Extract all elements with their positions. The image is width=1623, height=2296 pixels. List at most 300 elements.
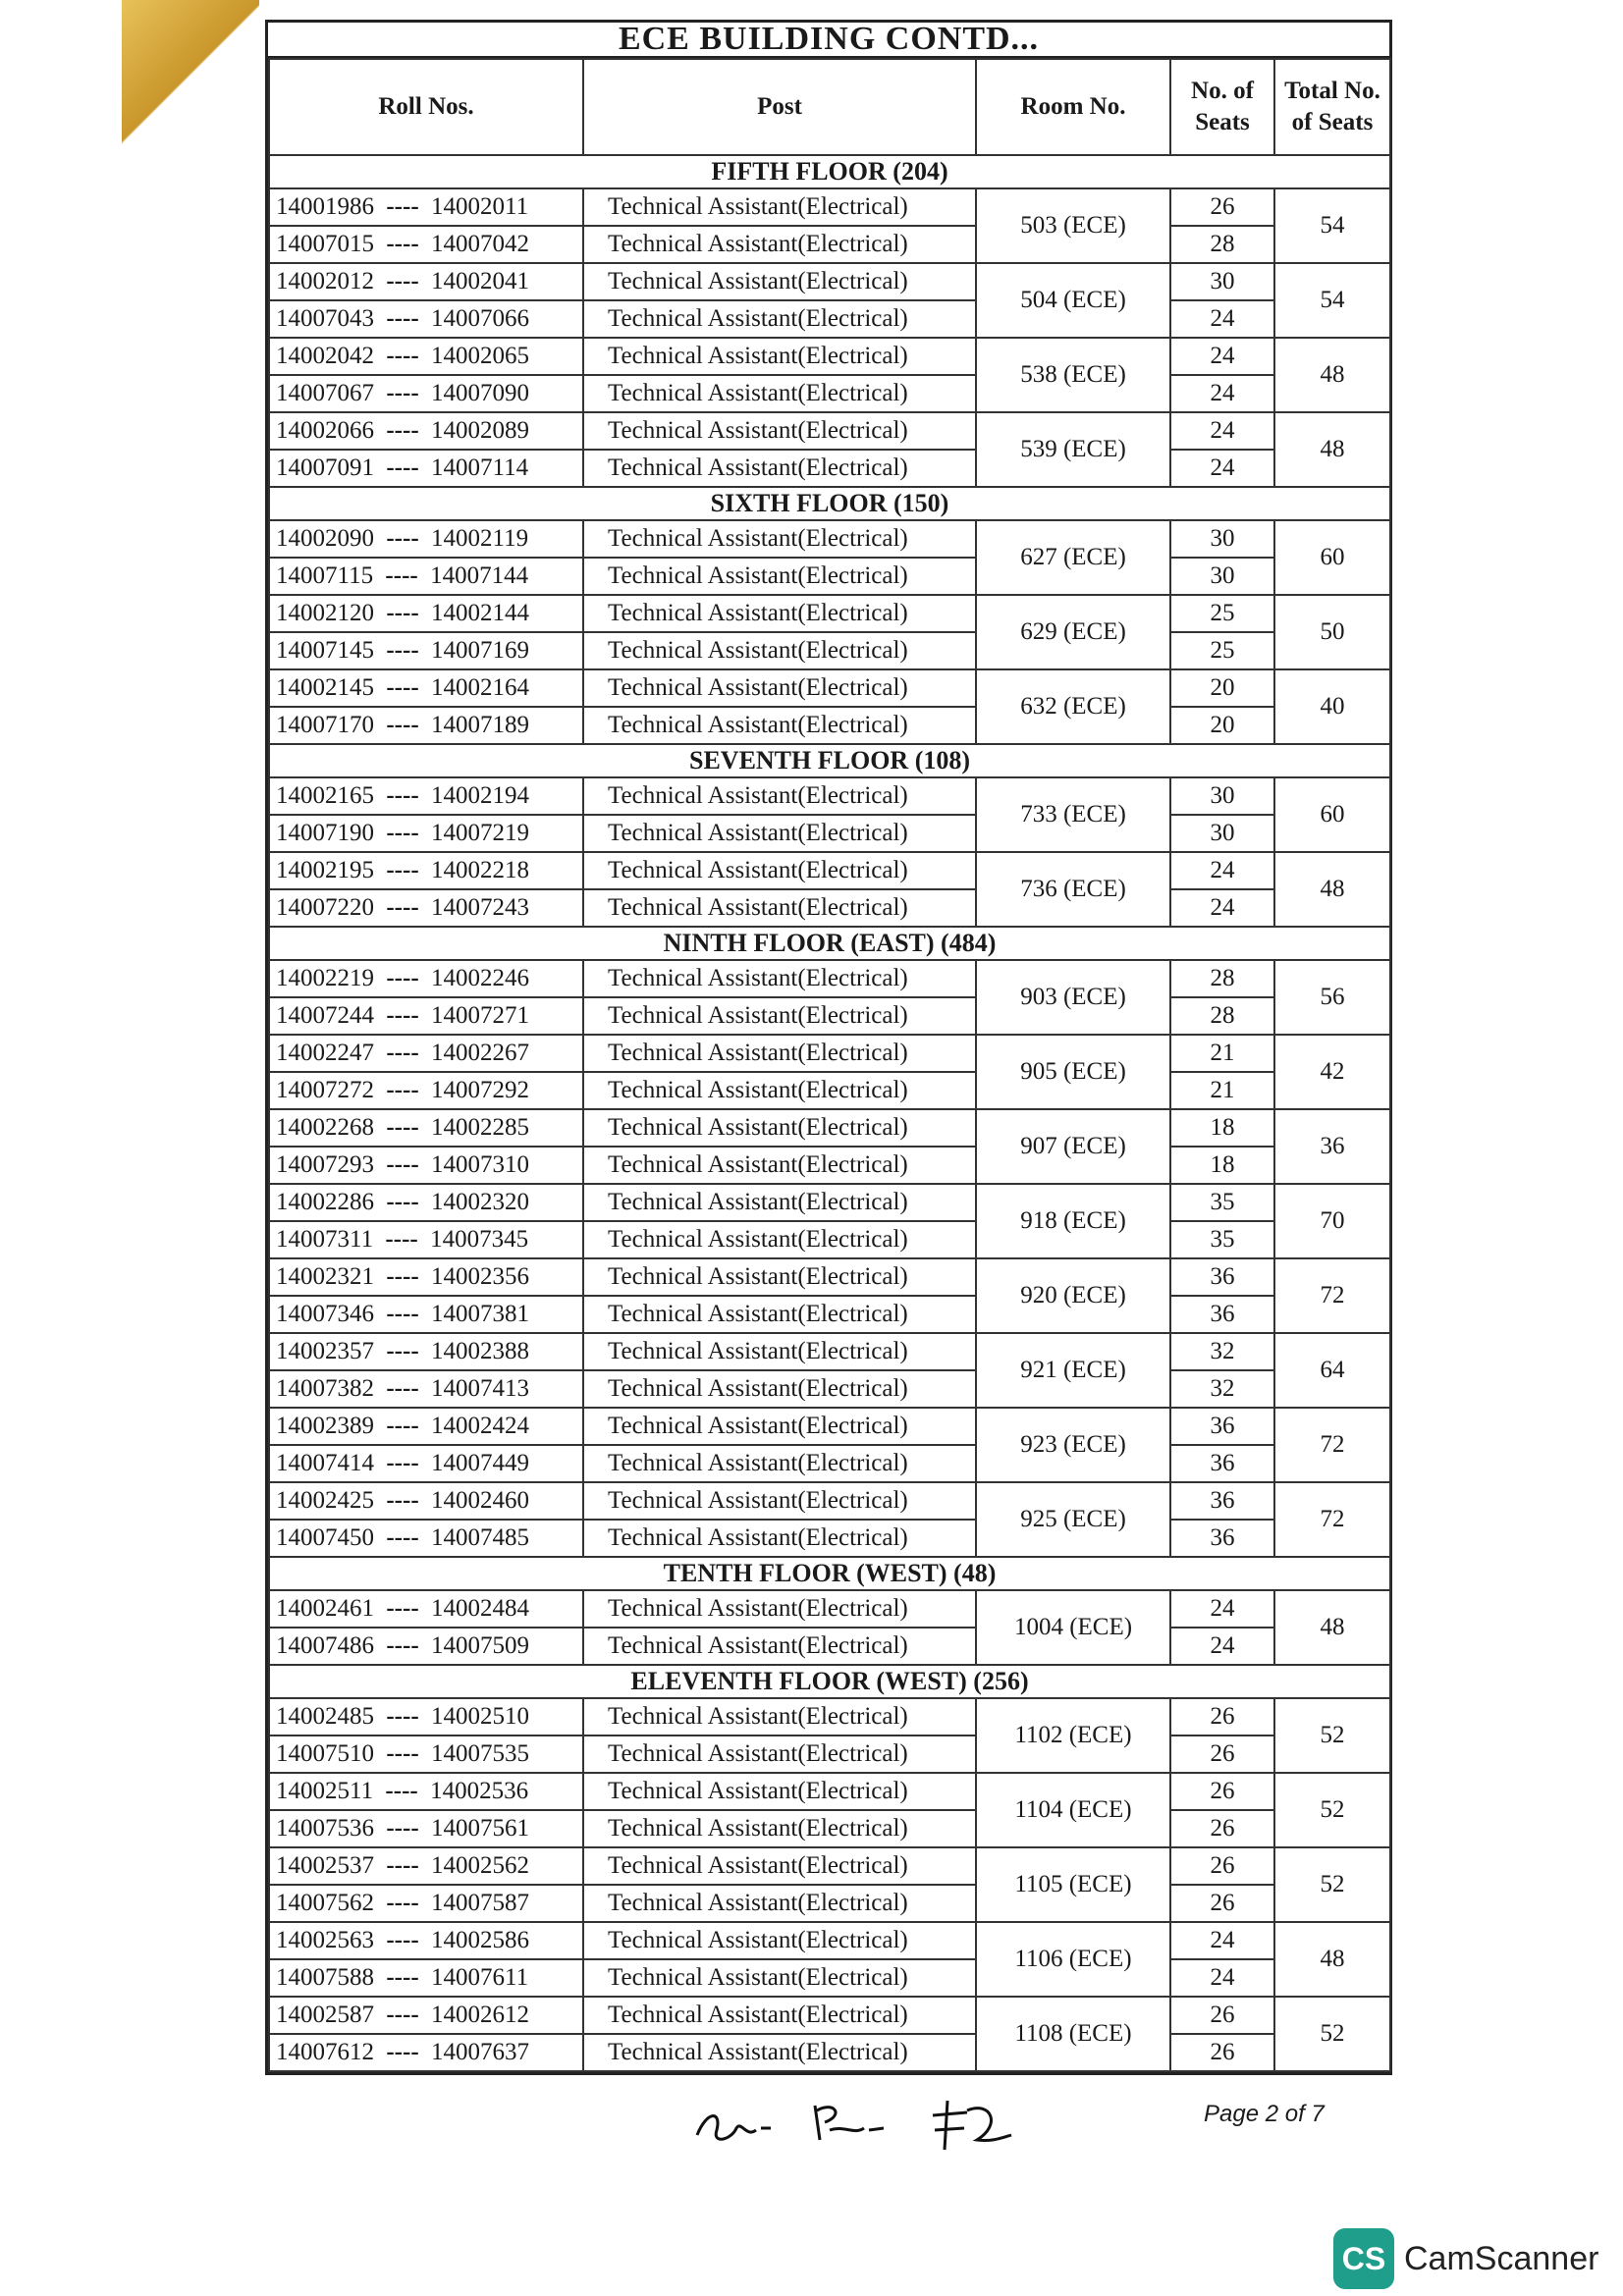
handwritten-signatures-icon	[687, 2081, 1041, 2160]
roll-to: 14002424	[431, 1413, 529, 1439]
seats-cell: 26	[1170, 2034, 1274, 2071]
table-row	[269, 1482, 1390, 1520]
range-separator: ----	[386, 1450, 419, 1476]
roll-from: 14002120	[276, 600, 374, 626]
post-cell: Technical Assistant(Electrical)	[583, 1997, 976, 2034]
range-separator: ----	[386, 1524, 419, 1551]
roll-from: 14007190	[276, 820, 374, 846]
total-seats-cell: 54	[1274, 263, 1390, 338]
seats-cell: 25	[1170, 595, 1274, 632]
floor-header-row	[269, 1665, 1390, 1698]
roll-to: 14002194	[431, 782, 529, 809]
floor-header-row	[269, 927, 1390, 960]
seats-cell: 26	[1170, 1847, 1274, 1885]
seats-cell: 30	[1170, 263, 1274, 300]
total-seats-cell: 48	[1274, 852, 1390, 927]
post-cell: Technical Assistant(Electrical)	[583, 412, 976, 450]
range-separator: ----	[386, 1002, 419, 1029]
post-cell: Technical Assistant(Electrical)	[583, 707, 976, 744]
floor-title: SEVENTH FLOOR (108)	[269, 744, 1390, 777]
roll-to: 14002218	[431, 857, 529, 883]
range-separator: ----	[386, 1375, 419, 1402]
total-seats-cell: 48	[1274, 1922, 1390, 1997]
roll-to: 14007169	[431, 637, 529, 664]
range-separator: ----	[386, 525, 419, 552]
roll-range	[269, 1184, 583, 1221]
floor-title: FIFTH FLOOR (204)	[269, 155, 1390, 188]
table-row	[269, 1408, 1390, 1445]
roll-to: 14002356	[431, 1263, 529, 1290]
range-separator: ----	[386, 305, 419, 332]
floor-header-row	[269, 744, 1390, 777]
post-cell: Technical Assistant(Electrical)	[583, 1520, 976, 1557]
seats-cell: 28	[1170, 226, 1274, 263]
room-cell: 905 (ECE)	[976, 1035, 1170, 1109]
room-cell: 1106 (ECE)	[976, 1922, 1170, 1997]
post-cell: Technical Assistant(Electrical)	[583, 669, 976, 707]
total-seats-cell: 52	[1274, 1847, 1390, 1922]
range-separator: ----	[386, 1151, 419, 1178]
roll-to: 14007042	[431, 231, 529, 257]
range-separator: ----	[386, 1852, 419, 1879]
range-separator: ----	[386, 782, 419, 809]
post-cell: Technical Assistant(Electrical)	[583, 375, 976, 412]
roll-to: 14007381	[431, 1301, 529, 1327]
floor-title: SIXTH FLOOR (150)	[269, 487, 1390, 520]
seats-cell: 28	[1170, 960, 1274, 997]
seats-cell: 24	[1170, 1628, 1274, 1665]
table-row	[269, 1184, 1390, 1221]
table-row	[269, 1735, 1390, 1773]
header-room-no: Room No.	[976, 59, 1170, 155]
total-seats-cell: 72	[1274, 1408, 1390, 1482]
roll-to: 14002612	[431, 2002, 529, 2028]
roll-range	[269, 1258, 583, 1296]
post-cell: Technical Assistant(Electrical)	[583, 1445, 976, 1482]
roll-range	[269, 997, 583, 1035]
post-cell: Technical Assistant(Electrical)	[583, 997, 976, 1035]
roll-from: 14002537	[276, 1852, 374, 1879]
roll-from: 14002219	[276, 965, 374, 991]
roll-from: 14001986	[276, 193, 374, 220]
post-cell: Technical Assistant(Electrical)	[583, 1035, 976, 1072]
table-row	[269, 595, 1390, 632]
range-separator: ----	[386, 2002, 419, 2028]
roll-range	[269, 1922, 583, 1959]
post-cell: Technical Assistant(Electrical)	[583, 1408, 976, 1445]
range-separator: ----	[386, 712, 419, 738]
post-cell: Technical Assistant(Electrical)	[583, 1072, 976, 1109]
roll-from: 14002042	[276, 343, 374, 369]
roll-range	[269, 1072, 583, 1109]
roll-from: 14007612	[276, 2039, 374, 2065]
seats-cell: 18	[1170, 1109, 1274, 1147]
roll-range	[269, 2034, 583, 2071]
table-row	[269, 1698, 1390, 1735]
seats-cell: 24	[1170, 450, 1274, 487]
roll-to: 14002562	[431, 1852, 529, 1879]
roll-from: 14002425	[276, 1487, 374, 1514]
table-row	[269, 1296, 1390, 1333]
seats-cell: 36	[1170, 1258, 1274, 1296]
roll-to: 14007535	[431, 1740, 529, 1767]
seats-cell: 28	[1170, 997, 1274, 1035]
range-separator: ----	[386, 1338, 419, 1364]
roll-from: 14002268	[276, 1114, 374, 1141]
roll-range	[269, 1735, 583, 1773]
post-cell: Technical Assistant(Electrical)	[583, 1959, 976, 1997]
roll-range	[269, 338, 583, 375]
seats-cell: 26	[1170, 1997, 1274, 2034]
roll-to: 14007449	[431, 1450, 529, 1476]
roll-to: 14002011	[431, 193, 529, 220]
roll-range	[269, 1997, 583, 2034]
range-separator: ----	[386, 894, 419, 921]
roll-range	[269, 1590, 583, 1628]
roll-from: 14007115	[276, 562, 374, 589]
roll-range	[269, 1296, 583, 1333]
range-separator: ----	[386, 1595, 419, 1622]
roll-to: 14007219	[431, 820, 529, 846]
seating-plan-sheet	[265, 20, 1392, 2075]
seats-cell: 26	[1170, 1735, 1274, 1773]
roll-from: 14002461	[276, 1595, 374, 1622]
roll-range	[269, 1445, 583, 1482]
roll-range	[269, 263, 583, 300]
range-separator: ----	[386, 1927, 419, 1953]
total-seats-cell: 52	[1274, 1773, 1390, 1847]
room-cell: 923 (ECE)	[976, 1408, 1170, 1482]
total-seats-cell: 70	[1274, 1184, 1390, 1258]
page-title: ECE BUILDING CONTD...	[268, 23, 1389, 58]
table-row	[269, 1959, 1390, 1997]
range-separator: ----	[386, 674, 419, 701]
total-seats-cell: 48	[1274, 338, 1390, 412]
floor-title: NINTH FLOOR (EAST) (484)	[269, 927, 1390, 960]
roll-to: 14007637	[431, 2039, 529, 2065]
range-separator: ----	[386, 820, 419, 846]
table-row	[269, 1997, 1390, 2034]
seats-cell: 32	[1170, 1333, 1274, 1370]
seats-cell: 21	[1170, 1035, 1274, 1072]
room-cell: 629 (ECE)	[976, 595, 1170, 669]
roll-to: 14007509	[431, 1632, 529, 1659]
roll-from: 14007015	[276, 231, 374, 257]
roll-from: 14007486	[276, 1632, 374, 1659]
room-cell: 504 (ECE)	[976, 263, 1170, 338]
post-cell: Technical Assistant(Electrical)	[583, 450, 976, 487]
roll-from: 14002066	[276, 417, 374, 444]
roll-to: 14002119	[431, 525, 529, 552]
roll-to: 14002089	[431, 417, 529, 444]
roll-from: 14007536	[276, 1815, 374, 1842]
table-row	[269, 1810, 1390, 1847]
table-row	[269, 1258, 1390, 1296]
room-cell: 921 (ECE)	[976, 1333, 1170, 1408]
seats-cell: 20	[1170, 707, 1274, 744]
table-row	[269, 889, 1390, 927]
table-row	[269, 1035, 1390, 1072]
table-row	[269, 1520, 1390, 1557]
table-row	[269, 1847, 1390, 1885]
table-row	[269, 300, 1390, 338]
roll-from: 14007043	[276, 305, 374, 332]
post-cell: Technical Assistant(Electrical)	[583, 815, 976, 852]
table-row	[269, 960, 1390, 997]
seats-cell: 30	[1170, 777, 1274, 815]
table-row	[269, 1221, 1390, 1258]
roll-to: 14007090	[431, 380, 529, 406]
seats-cell: 26	[1170, 188, 1274, 226]
seats-cell: 26	[1170, 1773, 1274, 1810]
roll-to: 14002536	[430, 1778, 529, 1804]
seats-cell: 36	[1170, 1296, 1274, 1333]
range-separator: ----	[385, 1226, 418, 1253]
roll-to: 14002041	[431, 268, 529, 294]
roll-to: 14007310	[431, 1151, 529, 1178]
roll-to: 14002267	[431, 1040, 529, 1066]
post-cell: Technical Assistant(Electrical)	[583, 1221, 976, 1258]
table-row	[269, 375, 1390, 412]
roll-from: 14002195	[276, 857, 374, 883]
floor-title: TENTH FLOOR (WEST) (48)	[269, 1557, 1390, 1590]
post-cell: Technical Assistant(Electrical)	[583, 889, 976, 927]
seats-cell: 18	[1170, 1147, 1274, 1184]
roll-range	[269, 1959, 583, 1997]
range-separator: ----	[386, 600, 419, 626]
roll-from: 14002511	[276, 1778, 374, 1804]
roll-range	[269, 1698, 583, 1735]
room-cell: 1102 (ECE)	[976, 1698, 1170, 1773]
table-row	[269, 997, 1390, 1035]
post-cell: Technical Assistant(Electrical)	[583, 1922, 976, 1959]
post-cell: Technical Assistant(Electrical)	[583, 338, 976, 375]
roll-range	[269, 450, 583, 487]
seats-cell: 24	[1170, 300, 1274, 338]
seats-cell: 36	[1170, 1445, 1274, 1482]
roll-from: 14007588	[276, 1964, 374, 1991]
roll-range	[269, 1810, 583, 1847]
post-cell: Technical Assistant(Electrical)	[583, 1296, 976, 1333]
table-row	[269, 450, 1390, 487]
roll-to: 14002285	[431, 1114, 529, 1141]
seats-cell: 30	[1170, 520, 1274, 558]
post-cell: Technical Assistant(Electrical)	[583, 595, 976, 632]
roll-to: 14002320	[431, 1189, 529, 1215]
post-cell: Technical Assistant(Electrical)	[583, 1109, 976, 1147]
post-cell: Technical Assistant(Electrical)	[583, 1482, 976, 1520]
total-seats-cell: 56	[1274, 960, 1390, 1035]
roll-range	[269, 1847, 583, 1885]
roll-from: 14007145	[276, 637, 374, 664]
roll-range	[269, 1147, 583, 1184]
roll-from: 14007510	[276, 1740, 374, 1767]
table-row	[269, 815, 1390, 852]
scan-corner-fold	[122, 0, 259, 177]
roll-to: 14002484	[431, 1595, 529, 1622]
table-row	[269, 1370, 1390, 1408]
roll-from: 14002286	[276, 1189, 374, 1215]
table-row	[269, 1922, 1390, 1959]
room-cell: 1004 (ECE)	[976, 1590, 1170, 1665]
roll-to: 14002586	[431, 1927, 529, 1953]
range-separator: ----	[386, 1114, 419, 1141]
room-cell: 736 (ECE)	[976, 852, 1170, 927]
post-cell: Technical Assistant(Electrical)	[583, 960, 976, 997]
room-cell: 1105 (ECE)	[976, 1847, 1170, 1922]
roll-from: 14007272	[276, 1077, 374, 1103]
post-cell: Technical Assistant(Electrical)	[583, 1258, 976, 1296]
roll-range	[269, 632, 583, 669]
post-cell: Technical Assistant(Electrical)	[583, 1885, 976, 1922]
table-row	[269, 1773, 1390, 1810]
post-cell: Technical Assistant(Electrical)	[583, 1698, 976, 1735]
seats-cell: 32	[1170, 1370, 1274, 1408]
post-cell: Technical Assistant(Electrical)	[583, 188, 976, 226]
roll-from: 14007091	[276, 454, 374, 481]
range-separator: ----	[386, 1077, 419, 1103]
roll-to: 14007114	[431, 454, 529, 481]
roll-range	[269, 520, 583, 558]
roll-to: 14002164	[431, 674, 529, 701]
roll-from: 14002012	[276, 268, 374, 294]
range-separator: ----	[386, 1487, 419, 1514]
room-cell: 920 (ECE)	[976, 1258, 1170, 1333]
roll-from: 14007067	[276, 380, 374, 406]
table-row	[269, 1590, 1390, 1628]
table-row	[269, 1147, 1390, 1184]
roll-to: 14007561	[431, 1815, 529, 1842]
roll-to: 14007243	[431, 894, 529, 921]
roll-from: 14002165	[276, 782, 374, 809]
roll-from: 14002563	[276, 1927, 374, 1953]
total-seats-cell: 60	[1274, 520, 1390, 595]
roll-to: 14002460	[431, 1487, 529, 1514]
post-cell: Technical Assistant(Electrical)	[583, 1184, 976, 1221]
table-row	[269, 338, 1390, 375]
room-cell: 632 (ECE)	[976, 669, 1170, 744]
header-total-seats: Total No. of Seats	[1274, 59, 1390, 155]
page-number: Page 2 of 7	[1204, 2101, 1325, 2127]
table-row	[269, 1885, 1390, 1922]
total-seats-cell: 60	[1274, 777, 1390, 852]
post-cell: Technical Assistant(Electrical)	[583, 777, 976, 815]
table-row	[269, 1072, 1390, 1109]
post-cell: Technical Assistant(Electrical)	[583, 1810, 976, 1847]
roll-from: 14002485	[276, 1703, 374, 1730]
roll-range	[269, 1773, 583, 1810]
seats-cell: 24	[1170, 412, 1274, 450]
range-separator: ----	[386, 1413, 419, 1439]
roll-to: 14007292	[431, 1077, 529, 1103]
post-cell: Technical Assistant(Electrical)	[583, 1370, 976, 1408]
table-row	[269, 226, 1390, 263]
camscanner-watermark	[1333, 2228, 1598, 2289]
room-cell: 503 (ECE)	[976, 188, 1170, 263]
range-separator: ----	[386, 417, 419, 444]
seats-cell: 26	[1170, 1885, 1274, 1922]
table-row	[269, 558, 1390, 595]
post-cell: Technical Assistant(Electrical)	[583, 1333, 976, 1370]
post-cell: Technical Assistant(Electrical)	[583, 1773, 976, 1810]
table-row	[269, 412, 1390, 450]
seats-cell: 26	[1170, 1698, 1274, 1735]
range-separator: ----	[386, 1632, 419, 1659]
table-row	[269, 852, 1390, 889]
camscanner-label: CamScanner	[1404, 2239, 1599, 2277]
table-row	[269, 669, 1390, 707]
range-separator: ----	[386, 1263, 419, 1290]
roll-range	[269, 1408, 583, 1445]
roll-range	[269, 300, 583, 338]
roll-to: 14007413	[431, 1375, 529, 1402]
table-row	[269, 707, 1390, 744]
roll-from: 14002587	[276, 2002, 374, 2028]
range-separator: ----	[386, 965, 419, 991]
roll-range	[269, 707, 583, 744]
room-cell: 907 (ECE)	[976, 1109, 1170, 1184]
seats-cell: 24	[1170, 1922, 1274, 1959]
table-row	[269, 1445, 1390, 1482]
roll-range	[269, 1035, 583, 1072]
roll-to: 14002144	[431, 600, 529, 626]
post-cell: Technical Assistant(Electrical)	[583, 852, 976, 889]
total-seats-cell: 72	[1274, 1482, 1390, 1557]
seats-cell: 24	[1170, 852, 1274, 889]
floor-header-row	[269, 155, 1390, 188]
table-row	[269, 777, 1390, 815]
roll-range	[269, 889, 583, 927]
roll-to: 14002065	[431, 343, 529, 369]
total-seats-cell: 64	[1274, 1333, 1390, 1408]
total-seats-cell: 48	[1274, 412, 1390, 487]
total-seats-cell: 36	[1274, 1109, 1390, 1184]
roll-from: 14007450	[276, 1524, 374, 1551]
header-roll-nos: Roll Nos.	[269, 59, 583, 155]
post-cell: Technical Assistant(Electrical)	[583, 1147, 976, 1184]
seats-cell: 36	[1170, 1408, 1274, 1445]
roll-to: 14007066	[431, 305, 529, 332]
camscanner-logo-icon: CS	[1333, 2228, 1394, 2289]
roll-to: 14007144	[430, 562, 529, 589]
table-row	[269, 2034, 1390, 2071]
post-cell: Technical Assistant(Electrical)	[583, 1590, 976, 1628]
room-cell: 1108 (ECE)	[976, 1997, 1170, 2071]
post-cell: Technical Assistant(Electrical)	[583, 632, 976, 669]
roll-from: 14007382	[276, 1375, 374, 1402]
roll-from: 14002357	[276, 1338, 374, 1364]
seats-cell: 36	[1170, 1482, 1274, 1520]
room-cell: 1104 (ECE)	[976, 1773, 1170, 1847]
roll-range	[269, 226, 583, 263]
table-row	[269, 632, 1390, 669]
total-seats-cell: 40	[1274, 669, 1390, 744]
table-row	[269, 520, 1390, 558]
room-cell: 627 (ECE)	[976, 520, 1170, 595]
range-separator: ----	[385, 562, 418, 589]
roll-from: 14002247	[276, 1040, 374, 1066]
range-separator: ----	[386, 1964, 419, 1991]
roll-range	[269, 558, 583, 595]
total-seats-cell: 42	[1274, 1035, 1390, 1109]
post-cell: Technical Assistant(Electrical)	[583, 1847, 976, 1885]
roll-range	[269, 412, 583, 450]
roll-from: 14007562	[276, 1890, 374, 1916]
roll-to: 14007271	[431, 1002, 529, 1029]
seats-cell: 35	[1170, 1184, 1274, 1221]
seating-table	[268, 58, 1391, 2072]
roll-range	[269, 188, 583, 226]
